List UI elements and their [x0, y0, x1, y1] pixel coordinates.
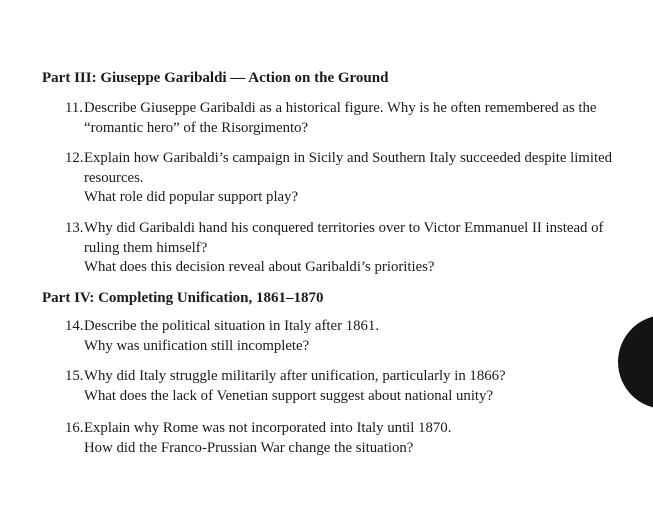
question-line: What does this decision reveal about Garibaldi’s priorities? [84, 259, 435, 275]
question-line: ruling them himself? [84, 239, 208, 256]
question-text [84, 99, 597, 138]
question-text [84, 149, 612, 208]
question-line: Explain how Garibaldi’s campaign in Sicily and Southern Italy succeeded despite limited [84, 150, 613, 166]
question-line: How did the Franco-Prussian War change the situation? [84, 439, 414, 456]
question-text [84, 317, 379, 356]
question-line: Why did Garibaldi hand his conquered territories over to Victor Emmanuel II instead of [84, 220, 604, 236]
question-number: 15. [65, 368, 84, 384]
question-line: “romantic hero” of the Risorgimento? [84, 119, 309, 136]
question-number: 11. [65, 100, 83, 116]
question-line: Why was unification still incomplete? [84, 337, 310, 354]
question-number: 12. [65, 150, 84, 166]
question-11 [65, 99, 597, 138]
question-number: 13. [65, 220, 84, 236]
question-line: Describe the political situation in Italy after 1861. [84, 318, 380, 334]
section-heading-part-4: Part IV: Completing Unification, 1861–1870 [42, 290, 324, 306]
black-circle-decoration [618, 315, 653, 409]
question-number: 16. [65, 420, 84, 436]
question-number: 14. [65, 318, 84, 334]
question-line: Describe Giuseppe Garibaldi as a historical figure. Why is he often remembered as the [84, 100, 597, 116]
question-text [84, 367, 506, 406]
question-text [84, 419, 451, 458]
question-14 [65, 317, 379, 356]
question-line: What role did popular support play? [84, 189, 299, 205]
question-line: What does the lack of Venetian support suggest about national unity? [84, 387, 494, 404]
question-15 [65, 367, 506, 406]
question-16 [65, 419, 451, 458]
question-12 [65, 149, 612, 208]
question-13 [65, 219, 603, 278]
section-heading-part-3: Part III: Giuseppe Garibaldi — Action on the Ground [42, 70, 389, 86]
question-line: resources. [84, 169, 144, 186]
question-text [84, 219, 603, 278]
question-line: Explain why Rome was not incorporated into Italy until 1870. [84, 420, 452, 436]
question-line: Why did Italy struggle militarily after unification, particularly in 1866? [84, 368, 506, 384]
